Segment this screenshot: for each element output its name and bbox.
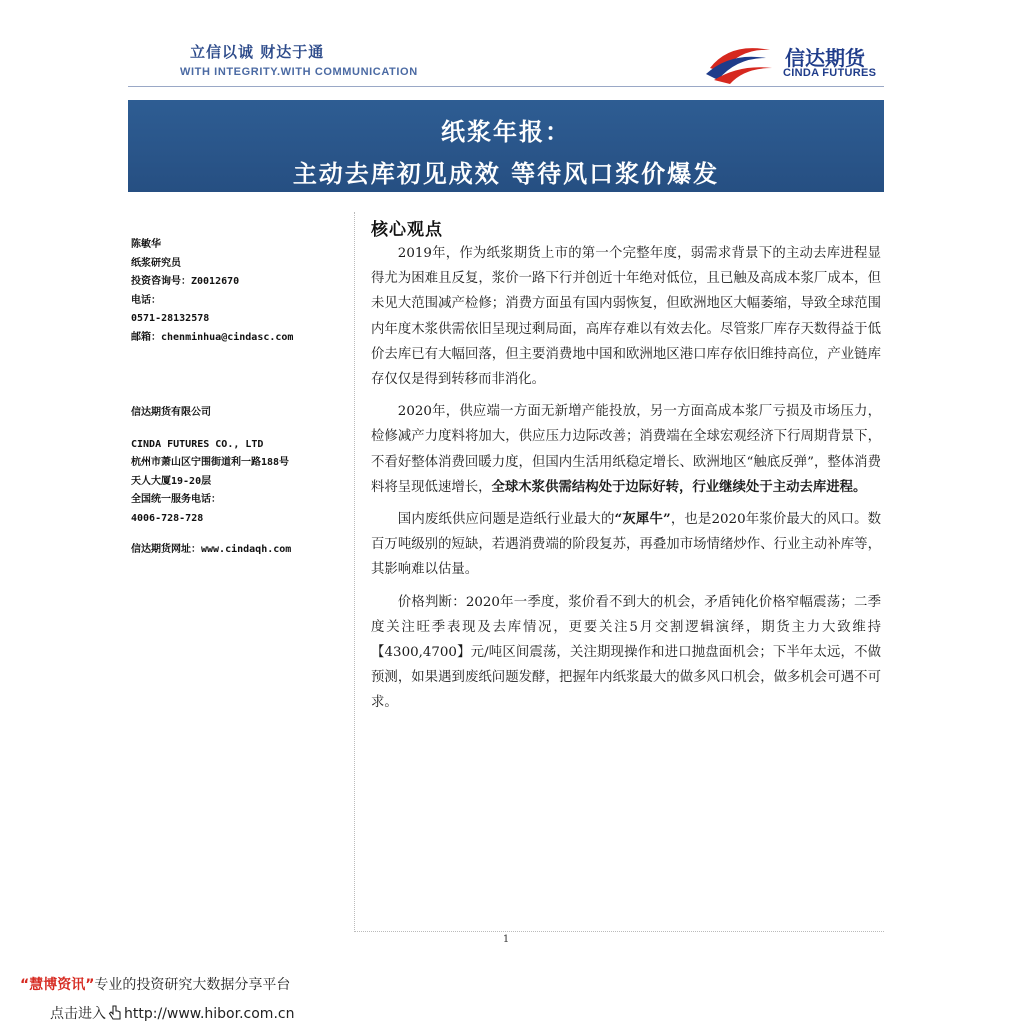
pointer-hand-icon: [108, 1005, 122, 1021]
company-name-en: CINDA FUTURES CO., LTD: [131, 438, 264, 450]
address-line1: 杭州市萧山区宁围街道利一路188号: [131, 457, 290, 468]
paragraph-2-highlight: 全球木浆供需结构处于边际好转，行业继续处于主动去库进程。: [491, 478, 867, 495]
paragraph-4: 价格判断：2020年一季度，浆价看不到大的机会，矛盾钝化价格窄幅震荡；二季度关注旺季表现及去库情况，更要关注5月交割逻辑演绎，期货主力大致维持【4300,4700】元/吨区间震荡，关注期现操作和进口抛盘面机会；下半年太远，不做预测，如果遇到废纸问题发酵，把握年内纸浆最大的做多风口机会，做多机会可遇不可求。: [371, 594, 881, 711]
paragraph-3: [371, 507, 881, 583]
paragraph-2: [371, 399, 881, 500]
author-sidebar: [131, 236, 351, 560]
email[interactable]: 邮箱：chenminhua@cindasc.com: [131, 331, 294, 343]
paragraph-3-highlight: “灰犀牛”: [614, 511, 671, 528]
website[interactable]: 信达期货网址：www.cindaqh.com: [131, 544, 292, 555]
column-divider: [354, 212, 355, 932]
logo-text-english: CINDA FUTURES: [783, 67, 877, 79]
bottom-divider: [354, 931, 884, 932]
footer-brand[interactable]: “慧博资讯”: [20, 977, 95, 993]
footer-url[interactable]: http://www.hibor.com.cn: [124, 1006, 295, 1022]
hotline-number: 4006-728-728: [131, 512, 204, 524]
core-heading: 核心观点: [371, 220, 443, 240]
author-name: 陈敏华: [131, 239, 161, 250]
paragraph-1: 2019年，作为纸浆期货上市的第一个完整年度，弱需求背景下的主动去库进程显得尤为困难且反复，浆价一路下行并创近十年绝对低位，且已触及高成本浆厂成本，但未见大范围减产检修；消费方面虽有国内弱恢复，但欧洲地区大幅萎缩，导致全球范围内年度木浆供需依旧呈现过剩局面，高库存难以有效去化。尽管浆厂库存天数得益于低价去库已有大幅回落，但主要消费地中国和欧洲地区港口库存依旧维持高位，产业链库存仅仅是得到转移而非消化。: [371, 246, 881, 388]
slogan-english: WITH INTEGRITY.WITH COMMUNICATION: [180, 66, 418, 78]
footer-tagline-text: 专业的投资研究大数据分享平台: [94, 977, 291, 993]
paragraph-3-text-a: 国内废纸供应问题是造纸行业最大的: [397, 512, 615, 528]
author-license: 投资咨询号：Z0012670: [131, 276, 240, 287]
company-name-cn: 信达期货有限公司: [131, 407, 211, 418]
phone-label: 电话：: [131, 294, 161, 306]
author-role: 纸浆研究员: [131, 257, 181, 269]
paragraph-2-text: 2020年，供应端一方面无新增产能投放，另一方面高成本浆厂亏损及市场压力，检修减产力度料将加大，供应压力边际改善；消费端在全球宏观经济下行周期背景下，不看好整体消费回暖力度，但国内生活用纸稳定增长、欧洲地区“触底反弹”，整体消费料将呈现低速增长，: [371, 404, 881, 495]
hotline-label: 全国统一服务电话：: [131, 494, 221, 505]
report-title: 纸浆年报：: [441, 117, 571, 146]
core-content: [371, 241, 881, 723]
footer-link-row: [50, 1003, 294, 1023]
address-line2: 天人大厦19-20层: [131, 475, 212, 487]
header-divider: [128, 86, 884, 87]
slogan-chinese: 立信以诚 财达于通: [190, 43, 325, 61]
phone-number: 0571-28132578: [131, 313, 210, 324]
logo-text-chinese: 信达期货: [785, 46, 865, 70]
footer-tagline: [20, 974, 290, 994]
paragraph-3-text-b: ，也是2020年浆价最大的风口。数百万吨级别的短缺，若遇消费端的阶段复苏，再叠加市场情绪炒作、行业主动补库等，其影响难以估量。: [371, 512, 882, 578]
page-number: 1: [502, 934, 510, 945]
report-subtitle: 主动去库初见成效 等待风口浆价爆发: [292, 159, 720, 188]
enter-label: 点击进入: [50, 1006, 106, 1022]
